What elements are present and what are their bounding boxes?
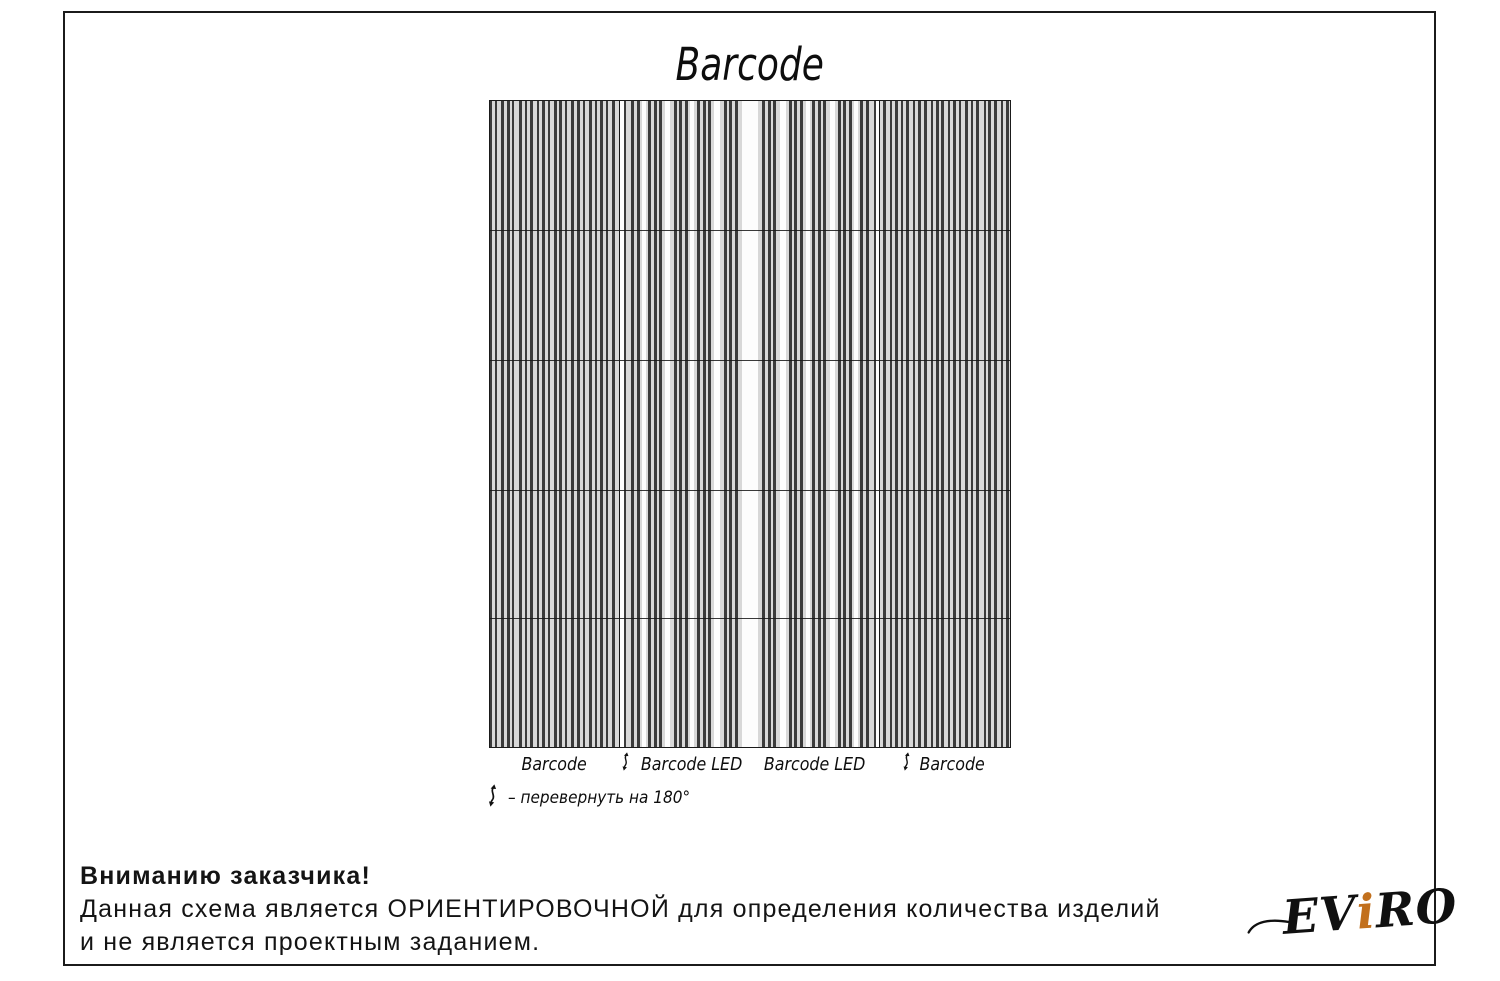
flip-legend (486, 784, 710, 812)
barcode-led-panel-2 (619, 100, 750, 748)
barcode-panel-4 (879, 100, 1011, 748)
flip-180-icon (901, 752, 912, 777)
flip-180-icon (620, 752, 631, 777)
row-line (489, 490, 1011, 491)
panel-label-barcode-led (750, 752, 879, 777)
panel-labels (489, 752, 1011, 777)
panel-divider-line (879, 100, 880, 748)
flip-180-icon (486, 784, 499, 812)
panel-label-text: Barcode LED (763, 753, 866, 775)
panel-label-text: Barcode (919, 753, 985, 775)
barcode-panel-1 (489, 100, 619, 748)
logo-text: EV (1280, 885, 1359, 946)
page-title-text: Barcode (675, 38, 825, 91)
note-heading: Вниманию заказчика! (80, 862, 371, 890)
row-line (489, 360, 1011, 361)
flip-legend-text: – перевернуть на 180° (508, 788, 691, 808)
panel-label-text: Barcode LED (640, 753, 743, 775)
note-line: и не является проектным заданием. (80, 928, 541, 956)
barcode-stripe-area (489, 100, 1011, 748)
panel-label-barcode (489, 752, 619, 777)
logo-accent-letter: i (1354, 884, 1378, 941)
note-line: Данная схема является ОРИЕНТИРОВОЧНОЙ для определения количества изделий (80, 895, 1161, 923)
panel-label-barcode-led-flipped (619, 752, 750, 777)
logo-text: RO (1373, 878, 1460, 940)
panel-divider-line (619, 100, 620, 748)
barcode-figure (489, 100, 1011, 748)
row-line (489, 618, 1011, 619)
row-line (489, 230, 1011, 231)
customer-note (80, 860, 1161, 959)
page-title (489, 40, 1011, 90)
panel-label-barcode-flipped (879, 752, 1011, 777)
barcode-led-panel-3 (750, 100, 879, 748)
panel-label-text: Barcode (521, 753, 587, 775)
